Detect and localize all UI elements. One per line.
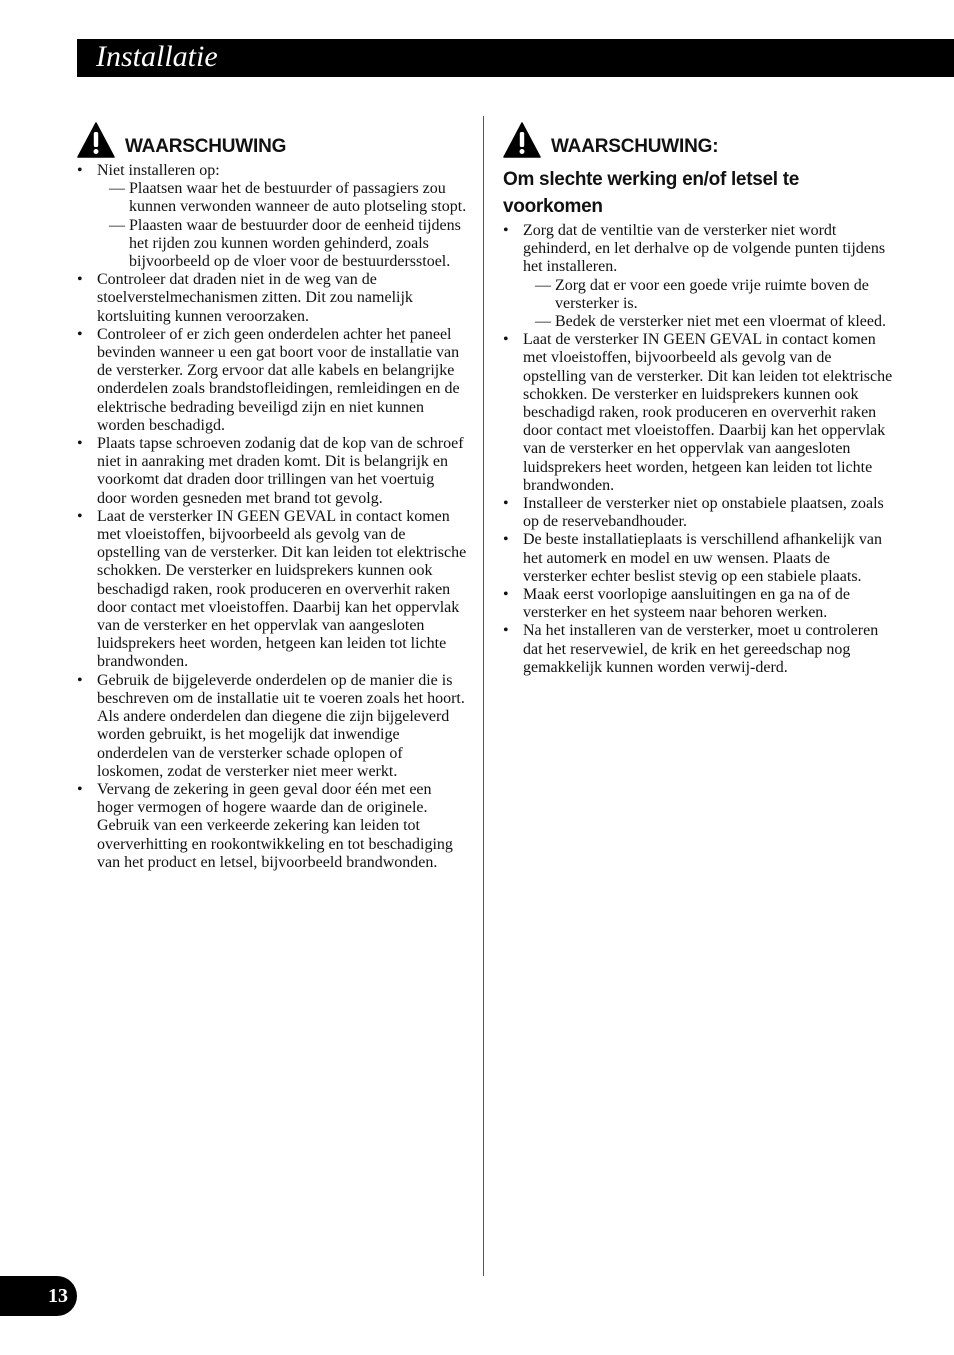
- left-warning-title: WAARSCHUWING: [125, 136, 287, 157]
- list-item-text: Maak eerst voorlopige aansluitingen en ga na of de versterker en het systeem naar behoren werken.: [523, 586, 850, 622]
- list-item-text: Installeer de versterker niet op onstabiele plaatsen, zoals op de reservebandhouder.: [523, 495, 884, 531]
- list-item: [77, 435, 467, 508]
- dash-mark: —: [535, 276, 551, 294]
- list-item: [503, 531, 895, 586]
- sub-list-item-text: Zorg dat er voor een goede vrije ruimte boven de versterker is.: [555, 276, 869, 312]
- list-item-text: Niet installeren op:: [97, 162, 220, 179]
- list-item: [503, 331, 895, 495]
- list-item-text: Controleer of er zich geen onderdelen achter het paneel bevinden wanneer u een gat boort voor de installatie van de versterker. Zorg ervoor dat alle kabels en belangrijke onderdelen zoals brandstofleidingen, remleidingen en de elektrische bedrading beveiligd zijn en niet kunnen worden beschadigd.: [97, 325, 460, 434]
- right-warning-list: [503, 222, 895, 677]
- list-item-text: Na het installeren van de versterker, moet u controleren dat het reservewiel, de krik en het gereedschap nog gemakkelijk kunnen worden verwij-derd.: [523, 622, 879, 676]
- left-column: [77, 118, 467, 872]
- list-item: [77, 162, 467, 271]
- list-item: [77, 781, 467, 872]
- list-item: [503, 495, 895, 531]
- column-divider: [483, 116, 484, 1276]
- list-item: [503, 622, 895, 677]
- list-item: [77, 326, 467, 435]
- list-item: [503, 222, 895, 331]
- right-warning-heading: [503, 118, 895, 158]
- dash-mark: —: [109, 216, 125, 234]
- bullet-mark: •: [503, 586, 509, 604]
- page-number-tab: [0, 1276, 77, 1316]
- bullet-mark: •: [503, 331, 509, 349]
- warning-triangle-icon: [77, 122, 115, 158]
- warning-triangle-icon: [503, 122, 541, 158]
- list-item-text: Controleer dat draden niet in de weg van de stoelverstelmechanismen zitten. Dit zou namelijk kortsluiting kunnen veroorzaken.: [97, 271, 413, 325]
- sub-list: [97, 180, 467, 271]
- bullet-mark: •: [77, 507, 83, 525]
- sub-list-item: [523, 277, 895, 313]
- header-bar: [77, 39, 954, 77]
- bullet-mark: •: [77, 435, 83, 453]
- list-item-text: Zorg dat de ventiltie van de versterker niet wordt gehinderd, en let derhalve op de volgende punten tijdens het installeren.: [523, 222, 886, 276]
- sub-list-item-text: Bedek de versterker niet met een vloermat of kleed.: [555, 313, 886, 331]
- right-warning-subtitle: Om slechte werking en/of letsel te voorkomen: [503, 169, 800, 217]
- list-item: [503, 586, 895, 622]
- sub-list-item: [97, 217, 467, 272]
- dash-mark: —: [535, 313, 551, 331]
- sub-list: [523, 277, 895, 332]
- bullet-mark: •: [503, 531, 509, 549]
- list-item-text: Vervang de zekering in geen geval door één met een hoger vermogen of hogere waarde dan de originele. Gebruik van een verkeerde zekering kan leiden tot oververhitting en rookontwikkeling en tot beschadiging van het product en letsel, bijvoorbeeld brandwonden.: [97, 780, 453, 871]
- list-item: [77, 271, 467, 326]
- right-warning-title: WAARSCHUWING:: [551, 136, 719, 157]
- bullet-mark: •: [503, 222, 509, 239]
- sub-list-item: [97, 180, 467, 216]
- sub-list-item-text: Plaatsen waar het de bestuurder of passagiers zou kunnen verwonden wanneer de auto plotseling stopt.: [129, 180, 467, 216]
- list-item-text: De beste installatieplaats is verschillend afhankelijk van het automerk en model en uw wensen. Plaats de versterker echter beslist stevig op een stabiele plaats.: [523, 531, 882, 585]
- bullet-mark: •: [77, 671, 83, 689]
- bullet-mark: •: [503, 622, 509, 640]
- bullet-mark: •: [77, 780, 83, 798]
- list-item-text: Laat de versterker IN GEEN GEVAL in contact komen met vloeistoffen, bijvoorbeeld als gevolg van de opstelling van de versterker. Dit kan leiden tot elektrische schokken. De versterker en luidsprekers kunnen ook beschadigd raken, rook produceren en oververhit raken door contact met vloeistoffen. Daarbij kan het oppervlak van de versterker en het oppervlak van aangesloten luidsprekers heet worden, hetgeen kan leiden tot lichte brandwonden.: [97, 507, 467, 671]
- left-warning-list: [77, 162, 467, 872]
- bullet-mark: •: [77, 162, 83, 179]
- bullet-mark: •: [77, 325, 83, 343]
- list-item-text: Plaats tapse schroeven zodanig dat de kop van de schroef niet in aanraking met draden komt. Dit is belangrijk en voorkomt dat draden door trillingen van het voertuig door worden gesneden met brand tot gevolg.: [97, 435, 464, 507]
- bullet-mark: •: [503, 495, 509, 513]
- bullet-mark: •: [77, 271, 83, 289]
- sub-list-item-text: Plaasten waar de bestuurder door de eenheid tijdens het rijden zou kunnen worden gehinderd, zoals bijvoorbeeld op de vloer voor de bestuurdersstoel.: [129, 216, 461, 271]
- list-item: [77, 508, 467, 672]
- page-title: Installatie: [96, 40, 218, 73]
- sub-list-item: [523, 313, 895, 331]
- list-item-text: Gebruik de bijgeleverde onderdelen op de manier die is beschreven om de installatie uit te voeren zoals het hoort. Als andere onderdelen dan diegene die zijn bijgeleverd worden gebruikt, is het mogelijk dat inwendige onderdelen van de versterker schade oplopen of loskomen, zodat de versterker niet meer werkt.: [97, 671, 465, 780]
- page-number: 13: [48, 1285, 68, 1307]
- list-item: [77, 672, 467, 781]
- list-item-text: Laat de versterker IN GEEN GEVAL in contact komen met vloeistoffen, bijvoorbeeld als gevolg van de opstelling van de versterker. Dit kan leiden tot elektrische schokken. De versterker en luidsprekers kunnen ook beschadigd raken, rook produceren en oververhit raken door contact met vloeistoffen. Daarbij kan het oppervlak van de versterker en het oppervlak van aangesloten luidsprekers heet worden, hetgeen kan leiden tot lichte brandwonden.: [523, 331, 893, 494]
- dash-mark: —: [109, 180, 125, 198]
- left-warning-heading: [77, 118, 467, 158]
- right-column: [503, 118, 895, 677]
